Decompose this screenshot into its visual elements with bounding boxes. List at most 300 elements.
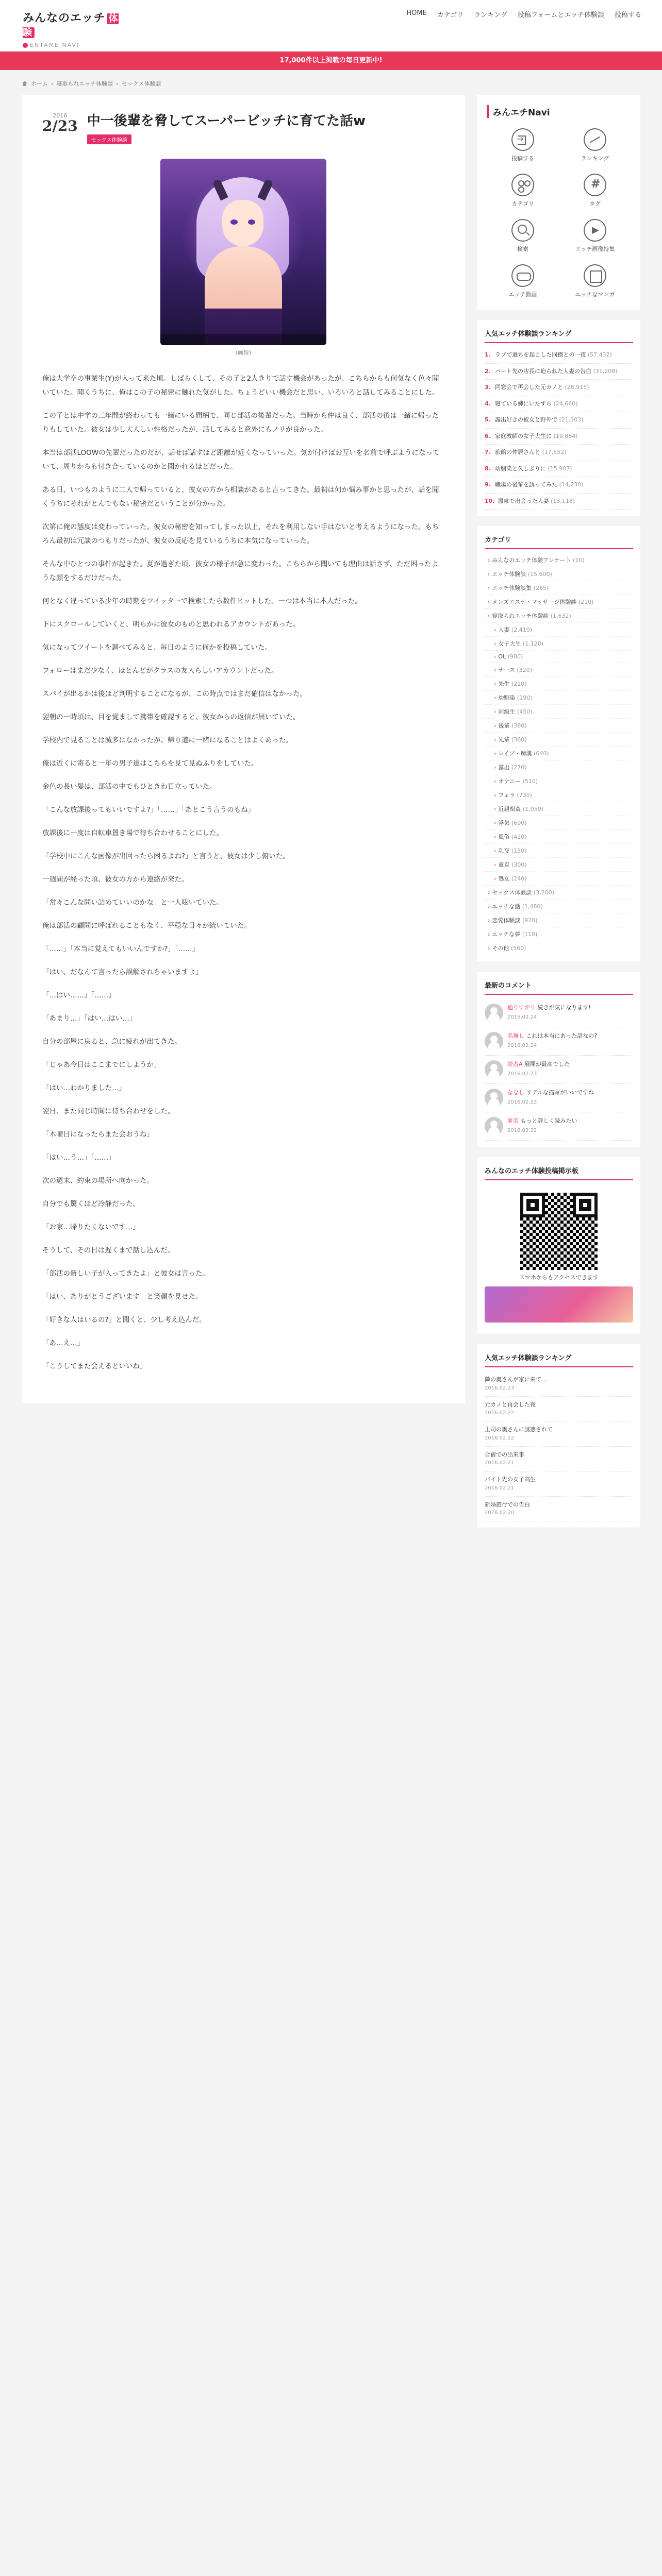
chevron-right-icon: › [488, 571, 490, 578]
hero-bottom-bar [160, 334, 326, 345]
category-label: その他 [492, 945, 509, 952]
ranking-views: (57,432) [587, 351, 612, 358]
recent-item[interactable] [485, 1397, 633, 1422]
breadcrumb-home[interactable]: ホーム [31, 80, 48, 87]
nav-home[interactable]: HOME [406, 9, 427, 17]
search-icon [511, 219, 534, 242]
ranking-box [477, 320, 640, 516]
ranking-item[interactable] [485, 461, 633, 478]
recent-item[interactable] [485, 1497, 633, 1522]
article [22, 95, 465, 1403]
comment-date: 2016.02.23 [507, 1099, 537, 1105]
recent-text: 隣の奥さんが家に来て… [485, 1376, 547, 1383]
comment-content [507, 1117, 577, 1136]
category-label: 先輩 [498, 736, 510, 743]
breadcrumb [22, 70, 640, 95]
qr-code-icon[interactable] [520, 1193, 598, 1270]
site-logo[interactable] [23, 9, 126, 48]
comment-text: 展開が最高でした [524, 1061, 570, 1067]
chevron-right-icon: › [494, 653, 496, 660]
comment-author: ななし [507, 1089, 524, 1096]
article-paragraph: フォローはまだ少なく、ほとんどがクラスの友人らしいアカウントだった。 [42, 667, 278, 675]
article-paragraph: そうして、その日は遅くまで話し込んだ。 [42, 1246, 175, 1255]
recent-box [477, 1344, 640, 1528]
comment-author: 匿名 [507, 1117, 519, 1124]
comment-author: 読者A [507, 1061, 523, 1067]
article-paragraph: ある日、いつものように二人で帰っていると、彼女の方から相談があると言ってきた。最初は何か悩み事かと思ったが、話を聞くうちにそれがとんでもない秘密だということが分かった。 [42, 486, 439, 509]
category-list [485, 553, 633, 955]
comment-item[interactable] [485, 1056, 633, 1084]
category-title: カテゴリ [485, 534, 633, 549]
category-label: 処女 [498, 875, 510, 882]
comment-text: 続きが気になります! [537, 1004, 591, 1011]
article-paragraph: 学校内で見ることは滅多になかったが、帰り道に一緒になることはよくあった。 [42, 736, 293, 745]
comment-list [485, 999, 633, 1141]
recent-item[interactable] [485, 1371, 633, 1397]
ranking-icon [584, 128, 606, 151]
category-count: (380) [511, 722, 527, 729]
category-label: 先生 [498, 681, 510, 687]
ranking-number: 7. [485, 449, 491, 455]
category-count: (210) [511, 681, 527, 687]
chevron-right-icon: › [494, 875, 496, 882]
category-label: 後輩 [498, 722, 510, 729]
logo-sub: ENTAME NAVI [23, 42, 126, 48]
article-paragraph: 金色の長い髪は、部活の中でもひときわ目立っていた。 [42, 783, 217, 791]
chevron-right-icon: › [488, 903, 490, 910]
comment-date: 2016.02.22 [507, 1127, 537, 1133]
category-count: (15,600) [527, 571, 552, 578]
category-label: 近親相姦 [498, 806, 521, 812]
category-item[interactable] [485, 927, 633, 941]
recent-text: 合宿での出来事 [485, 1451, 524, 1458]
hero-face [222, 200, 263, 246]
recent-date: 2016.02.21 [485, 1460, 515, 1466]
comment-content [507, 1004, 591, 1022]
comment-text: これは本当にあった話なの? [526, 1032, 598, 1039]
ranking-text: 旅館の仲居さんと (17,552) [495, 449, 567, 455]
logo-badge: 体験 [23, 13, 119, 38]
category-label: 恋愛体験談 [492, 917, 521, 924]
ranking-item[interactable] [485, 429, 633, 445]
category-label: 浮気 [498, 820, 510, 826]
ranking-item[interactable] [485, 396, 633, 413]
category-item[interactable] [485, 609, 633, 623]
quick-link-submit[interactable] [487, 128, 559, 162]
article-paragraph: 翌朝の一時頃は、目を覚まして携帯を確認すると、彼女からの返信が届いていた。 [42, 713, 300, 722]
ranking-item[interactable] [485, 347, 633, 364]
quick-link-manga[interactable] [559, 264, 631, 298]
category-count: (1,632) [550, 613, 571, 619]
category-item[interactable] [485, 872, 633, 886]
ranking-item[interactable] [485, 477, 633, 494]
chevron-right-icon: › [494, 681, 496, 687]
chevron-right-icon: › [488, 599, 490, 605]
article-body [42, 372, 444, 1374]
article-paragraph: スパイが出るかは後ほど判明することになるが、この時点ではまだ確信はなかった。 [42, 690, 307, 699]
chevron-right-icon: › [494, 722, 496, 729]
ranking-text: 寝ている姉にいたずら (24,660) [495, 400, 578, 407]
comment-author: 名無し [507, 1032, 524, 1039]
main-nav [406, 9, 641, 19]
avatar-icon [485, 1032, 503, 1050]
category-label: 幼馴染 [498, 694, 516, 701]
category-item[interactable] [485, 663, 633, 677]
category-label: エッチな夢 [492, 931, 521, 938]
article-paragraph: 「部活の新しい子が入ってきたよ」と彼女は言った。 [42, 1269, 209, 1278]
category-item[interactable] [485, 623, 633, 637]
ranking-text: 同窓会で再会した元カノと (28,915) [495, 384, 589, 391]
category-label: 風俗 [498, 834, 510, 840]
avatar-icon [485, 1060, 503, 1079]
quick-link-label: 検索 [517, 246, 528, 252]
article-paragraph: 翌日、また同じ時間に待ち合わせをした。 [42, 1107, 175, 1116]
category-item[interactable] [485, 900, 633, 913]
recent-text: 上司の奥さんに誘惑されて [485, 1426, 553, 1433]
comment-date: 2016.02.24 [507, 1014, 537, 1020]
post-title: 中一後輩を脅してスーパービッチに育てた話w [87, 113, 366, 129]
category-item[interactable] [485, 637, 633, 651]
ranking-views: (31,208) [593, 367, 618, 375]
category-count: (320) [517, 667, 532, 673]
article-paragraph: 「はい、ありがとうございます」と笑顔を見せた。 [42, 1293, 203, 1301]
category-item[interactable] [485, 913, 633, 927]
hero-caption: (画像) [235, 349, 252, 357]
chevron-right-icon: › [494, 764, 496, 771]
ranking-views: (24,660) [553, 400, 578, 407]
ranking-item[interactable] [485, 445, 633, 461]
qr-caption: スマホからもアクセスできます [519, 1274, 599, 1281]
category-item[interactable] [485, 844, 633, 858]
breadcrumb-subcategory[interactable]: セックス体験談 [121, 80, 161, 87]
quick-link-label: エッチ動画 [508, 291, 537, 298]
category-item[interactable] [485, 553, 633, 567]
article-paragraph: 俺は近くに寄ると一年の男子達はこちらを見て見ぬふりをしていた。 [42, 759, 258, 768]
article-paragraph: 「じゃあ今日はここまでにしようか」 [42, 1061, 161, 1070]
comment-text: リアルな描写がいいですね [526, 1089, 594, 1096]
logo-mark-icon [23, 43, 28, 48]
quick-link-tag[interactable] [559, 174, 631, 208]
quick-link-category[interactable] [487, 174, 559, 208]
comment-content [507, 1089, 594, 1107]
nav-submit[interactable]: 投稿する [614, 11, 641, 19]
profile-card [477, 95, 640, 310]
ranking-views: (14,230) [559, 481, 584, 488]
hero-figure [205, 246, 282, 345]
post-category-tag[interactable]: セックス体験談 [87, 134, 131, 144]
game-icon [511, 264, 534, 287]
chevron-right-icon: › [488, 613, 490, 619]
ranking-views: (17,552) [542, 449, 567, 455]
ranking-number: 4. [485, 400, 491, 407]
quick-link-ranking[interactable] [559, 128, 631, 162]
comment-author: 通りすがり [507, 1004, 536, 1011]
article-paragraph: 「お家…帰りたくないです…」 [42, 1223, 140, 1232]
ranking-text: パート先の店長に迫られた人妻の告白 (31,208) [495, 367, 618, 375]
category-count: (3,200) [533, 889, 554, 896]
qr-section [485, 1184, 633, 1328]
ranking-text: ラブで過ちを起こした同僚との一夜 (57,432) [495, 351, 612, 358]
category-count: (690) [511, 820, 527, 826]
category-item[interactable] [485, 774, 633, 788]
category-label: 人妻 [498, 626, 510, 633]
chevron-right-icon: › [494, 667, 496, 673]
breadcrumb-separator: › [116, 80, 119, 87]
recent-date: 2016.02.22 [485, 1435, 515, 1441]
comments-box [477, 972, 640, 1147]
app-title: みんなのエッチ体験投稿掲示板 [485, 1165, 633, 1180]
title-column [87, 112, 444, 144]
article-paragraph: 一週間が経った頃、彼女の方から連絡が来た。 [42, 875, 189, 884]
category-label: オナニー [498, 778, 521, 785]
category-label: 露出 [498, 764, 510, 771]
chevron-right-icon: › [488, 917, 490, 924]
ranking-text: 温泉で出会った人妻 (13,118) [498, 497, 575, 504]
chevron-right-icon: › [494, 708, 496, 715]
chevron-right-icon: › [488, 945, 490, 952]
avatar-icon [485, 1004, 503, 1022]
ranking-number: 6. [485, 432, 491, 439]
chevron-right-icon: › [494, 806, 496, 812]
manga-icon [584, 264, 606, 287]
category-label: セックス体験談 [492, 889, 532, 896]
category-label: 乱交 [498, 848, 510, 854]
article-paragraph: 「こうしてまた会えるといいね」 [42, 1362, 147, 1371]
article-paragraph: 放課後に一度は自転車置き場で待ち合わせることにした。 [42, 829, 223, 838]
category-count: (10) [573, 557, 585, 564]
chevron-right-icon: › [494, 834, 496, 840]
recent-date: 2016.02.22 [485, 1410, 515, 1416]
article-paragraph: 「はい…う…」「……」 [42, 1154, 115, 1162]
category-item[interactable] [485, 595, 633, 609]
category-label: OL [498, 653, 506, 660]
category-label: みんなのエッチ体験アンケート [492, 557, 571, 564]
avatar-icon [485, 1117, 503, 1136]
quick-link-images[interactable] [559, 219, 631, 253]
ranking-views: (15,907) [548, 465, 572, 472]
category-label: メンズエステ・マッサージ体験談 [492, 599, 577, 605]
article-paragraph: この子とは中学の三年間が終わっても一緒にいる間柄で、同じ部活の後輩だった。当時から仲は良く、部活の後は一緒に帰ったりもしていた。彼女は少し大人しい性格だったが、話してみると意外にもノリが良かった。 [42, 412, 439, 434]
comment-date: 2016.02.24 [507, 1042, 537, 1048]
article-paragraph: 本当は部活LOOWの先輩だったのだが、話せば話すほど距離が近くなっていった。気が付けばお互いを名前で呼ぶようになっていて、周りからも付き合っているのかと聞かれるほどだった。 [42, 449, 440, 471]
category-box [477, 526, 640, 961]
recent-list [485, 1371, 633, 1521]
ranking-number: 2. [485, 367, 491, 375]
comment-content [507, 1060, 570, 1079]
category-count: (240) [511, 875, 527, 882]
avatar-icon [485, 1089, 503, 1107]
category-count: (450) [517, 708, 533, 715]
comment-item[interactable] [485, 1112, 633, 1141]
category-item[interactable] [485, 651, 633, 663]
category-item[interactable] [485, 941, 633, 955]
category-label: エッチ体験談 [492, 571, 526, 578]
category-count: (110) [522, 931, 538, 938]
ranking-views: (21,103) [559, 416, 584, 423]
quick-link-label: 投稿する [511, 155, 534, 162]
quick-link-label: タグ [589, 200, 601, 207]
category-count: (265) [533, 585, 549, 591]
quick-links [487, 128, 631, 298]
recent-date: 2016.02.23 [485, 1385, 515, 1391]
ranking-list [485, 347, 633, 510]
breadcrumb-separator: › [51, 80, 54, 87]
ranking-text: 幼馴染と久しぶりに (15,907) [495, 465, 572, 472]
category-count: (420) [511, 834, 527, 840]
category-item[interactable] [485, 788, 633, 802]
category-item[interactable] [485, 816, 633, 830]
chevron-right-icon: › [494, 736, 496, 743]
hero-image [160, 159, 326, 345]
chevron-right-icon: › [488, 557, 490, 564]
ranking-item[interactable] [485, 412, 633, 429]
category-item[interactable] [485, 705, 633, 719]
recent-item[interactable] [485, 1447, 633, 1472]
category-count: (360) [511, 736, 527, 743]
category-item[interactable] [485, 858, 633, 872]
comment-item[interactable] [485, 999, 633, 1027]
quick-link-videos[interactable] [487, 264, 559, 298]
nav-ranking[interactable]: ランキング [474, 11, 507, 19]
quick-link-label: カテゴリ [511, 200, 534, 207]
ranking-number: 8. [485, 465, 491, 472]
comment-item[interactable] [485, 1027, 633, 1056]
category-count: (640) [534, 750, 549, 757]
ranking-item[interactable] [485, 364, 633, 380]
category-count: (980) [507, 653, 523, 660]
chevron-right-icon: › [494, 750, 496, 757]
category-count: (920) [522, 917, 538, 924]
app-box [477, 1157, 640, 1334]
comment-content [507, 1032, 597, 1050]
category-item[interactable] [485, 581, 633, 595]
category-item[interactable] [485, 733, 633, 747]
tag-icon [584, 174, 606, 196]
post-month-day: 2/23 [42, 117, 78, 134]
article-paragraph: 気になってツイートを調べてみると、毎日のように何かを投稿していた。 [42, 643, 272, 652]
article-paragraph: 「はい、だなんて言ったら誤解されちゃいますよ」 [42, 968, 203, 977]
category-item[interactable] [485, 691, 633, 705]
article-paragraph: 下にスクロールしていくと、明らかに彼女のものと思われるアカウントがあった。 [42, 620, 300, 629]
article-paragraph: 自分の部屋に戻ると、急に疲れが出てきた。 [42, 1038, 181, 1046]
article-paragraph: 「好きな人はいるの?」と聞くと、少し考え込んだ。 [42, 1316, 206, 1325]
sidebar [477, 95, 640, 1528]
recent-date: 2016.02.20 [485, 1510, 515, 1516]
article-paragraph: 「はい…わかりました…」 [42, 1084, 126, 1093]
quick-link-label: エッチなマンガ [575, 291, 615, 298]
category-label: 女子大生 [498, 640, 521, 647]
chevron-right-icon: › [494, 848, 496, 854]
announcement-banner[interactable]: 17,000件以上掲載の毎日更新中! [0, 52, 662, 70]
chevron-right-icon: › [488, 889, 490, 896]
category-item[interactable] [485, 802, 633, 816]
category-item[interactable] [485, 747, 633, 760]
category-item[interactable] [485, 719, 633, 733]
ranking-item[interactable] [485, 494, 633, 510]
post-year: 2016 [53, 112, 68, 119]
category-count: (210) [578, 599, 594, 605]
category-item[interactable] [485, 886, 633, 900]
category-count: (2,410) [511, 626, 532, 633]
article-paragraph: 「……」「本当に覚えてもいいんですか?」「……」 [42, 945, 200, 954]
article-paragraph: 「こんな放課後ってもいいですよ?」「……」「あとこう言うのもね」 [42, 806, 255, 815]
ranking-number: 5. [485, 416, 491, 423]
nav-post-form[interactable]: 投稿フォームとエッチ体験談 [517, 11, 604, 19]
category-count: (1,480) [522, 903, 543, 910]
article-paragraph: 次の週末、約束の場所へ向かった。 [42, 1177, 154, 1185]
recent-text: バイト先の女子高生 [485, 1476, 536, 1483]
category-label: レイプ・痴漢 [498, 750, 532, 757]
ranking-number: 1. [485, 351, 491, 358]
category-count: (510) [522, 778, 538, 785]
category-label: 同級生 [498, 708, 516, 715]
ranking-text: 露出好きの彼女と野外で (21,103) [495, 416, 584, 423]
category-item[interactable] [485, 830, 633, 844]
category-icon [511, 174, 534, 196]
recent-text: 新婚旅行での告白 [485, 1501, 530, 1508]
logo-text: みんなのエッチ 体験 [23, 11, 119, 38]
comment-item[interactable] [485, 1084, 633, 1112]
chevron-right-icon: › [488, 931, 490, 938]
category-item[interactable] [485, 567, 633, 581]
ranking-text: 家庭教師の女子大生に (19,884) [495, 432, 578, 439]
page-body [22, 95, 640, 1528]
category-count: (190) [517, 694, 533, 701]
app-banner-image[interactable] [485, 1286, 633, 1323]
comments-title: 最新のコメント [485, 980, 633, 995]
category-item[interactable] [485, 760, 633, 774]
ranking-views: (19,884) [553, 432, 578, 439]
article-paragraph: 俺は大学卒の事業生(Y)が入って来た頃。しばらくして、その子と2人きりで話す機会があったが、こちらからも何気なく色々聞いていた。聞くうちに、俺はこの子の秘密に触れた気がした。ちょうどいい機会だと思い、いろいろと話してみることにした。 [42, 375, 439, 397]
article-paragraph: 自分でも驚くほど冷静だった。 [42, 1200, 140, 1209]
article-paragraph: 「木曜日になったらまた会おうね」 [42, 1130, 154, 1139]
quick-link-label: エッチ画像特集 [575, 246, 615, 252]
category-count: (300) [511, 861, 527, 868]
recent-date: 2016.02.21 [485, 1485, 515, 1491]
chevron-right-icon: › [494, 640, 496, 647]
category-count: (270) [511, 764, 527, 771]
ranking-number: 3. [485, 384, 491, 391]
category-count: (1,050) [522, 806, 543, 812]
home-icon [22, 81, 28, 86]
chevron-right-icon: › [494, 792, 496, 799]
ranking-item[interactable] [485, 380, 633, 396]
article-paragraph: 俺は部活の顧問に呼ばれることもなく、平穏な日々が続いていた。 [42, 922, 251, 930]
category-label: 童貞 [498, 861, 510, 868]
category-label: 寝取られエッチ体験談 [492, 613, 549, 619]
chevron-right-icon: › [494, 694, 496, 701]
article-paragraph: 何となく違っている少年の時期をツイッターで検索したら数件ヒットした。一つは本当に本人だった。 [42, 597, 362, 606]
recent-item[interactable] [485, 1471, 633, 1497]
article-paragraph: 次第に俺の態度は変わっていった。彼女の秘密を知ってしまった以上、それを利用しない手はないと考えるようになった。もちろん最初は冗談のつもりだったが、彼女の反応を見ているうちに本気になっていった。 [42, 523, 439, 546]
recent-item[interactable] [485, 1421, 633, 1447]
category-item[interactable] [485, 677, 633, 691]
ranking-number: 10. [485, 497, 495, 504]
chevron-right-icon: › [488, 585, 490, 591]
category-count: (1,120) [522, 640, 543, 647]
ranking-text: 職場の後輩を誘ってみた (14,230) [495, 481, 584, 488]
breadcrumb-category[interactable]: 寝取られエッチ体験談 [56, 80, 113, 87]
nav-category[interactable]: カテゴリ [437, 11, 464, 19]
article-paragraph: そんな中ひとつの事件が起きた。夏が過ぎた頃、彼女の様子が急に変わった。こちらから聞いても理由は話さず、ただ困ったような顔をするだけだった。 [42, 560, 439, 583]
quick-link-label: ランキング [581, 155, 609, 162]
chevron-right-icon: › [494, 820, 496, 826]
quick-link-search[interactable] [487, 219, 559, 253]
ranking-views: (28,915) [565, 384, 589, 391]
article-paragraph: 「学校中にこんな画像が出回ったら困るよね?」と言うと、彼女は少し俯いた。 [42, 852, 290, 861]
post-header [42, 112, 444, 144]
category-label: フェラ [498, 792, 515, 799]
